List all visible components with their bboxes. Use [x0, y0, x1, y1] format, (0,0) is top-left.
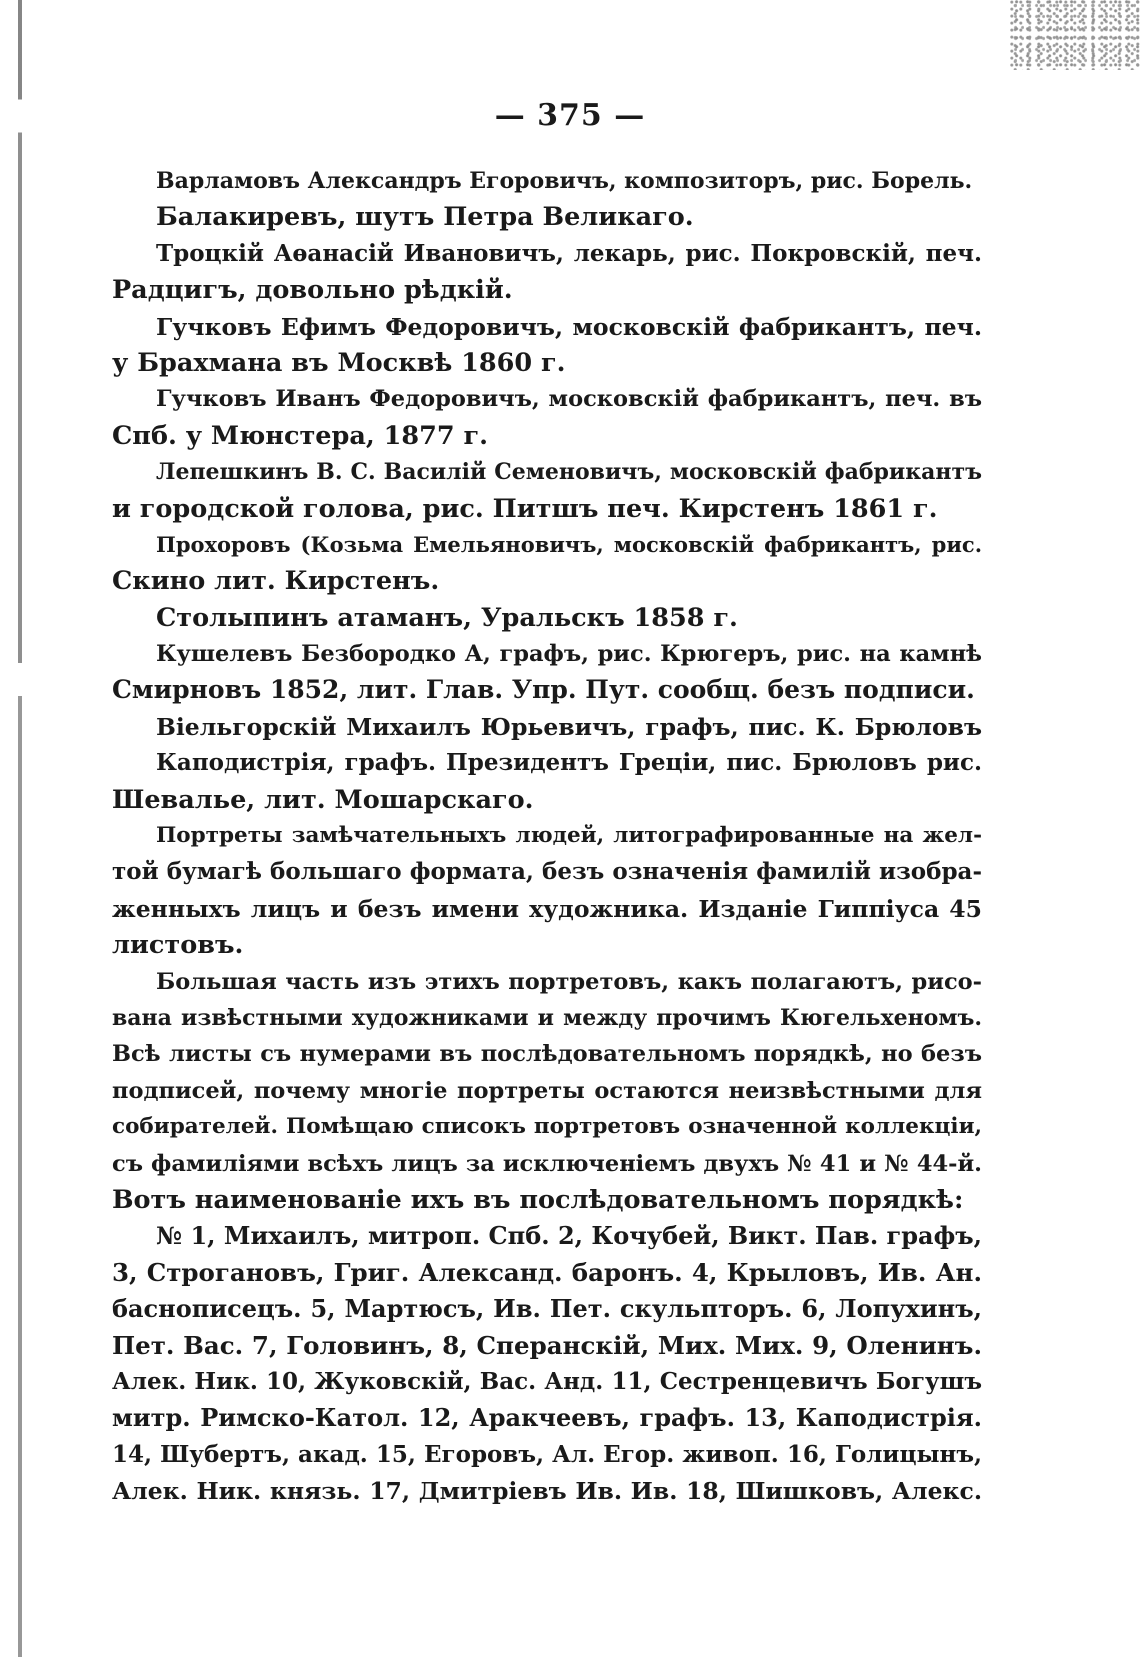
text-line: Большая часть изъ этихъ портретовъ, какъ полагаютъ, рисо- — [156, 968, 982, 995]
text-line: Віельгорскій Михаилъ Юрьевичъ, графъ, пис. К. Брюловъ — [156, 712, 982, 741]
text-line: Прохоровъ (Козьма Емельяновичъ, московскій фабрикантъ, рис. — [156, 531, 982, 557]
text-line: 14, Шубертъ, акад. 15, Егоровъ, Ал. Егор. живоп. 16, Голицынъ, — [112, 1440, 982, 1468]
text-line: Скино лит. Кирстенъ. — [112, 566, 440, 597]
text-line: Алек. Ник. 10, Жуковскій, Вас. Анд. 11, Сестренцевичъ Богушъ — [112, 1367, 982, 1395]
text-line: Столыпинъ атаманъ, Уральскъ 1858 г. — [156, 602, 738, 633]
body-text — [112, 163, 982, 1509]
page-number: — 375 — — [494, 98, 646, 133]
text-line: у Брахмана въ Москвѣ 1860 г. — [112, 347, 566, 378]
text-line: Варламовъ Александръ Егоровичъ, композиторъ, рис. Борель. — [156, 168, 973, 194]
text-line: листовъ. — [112, 930, 244, 961]
text-line: митр. Римско-Катол. 12, Аракчеевъ, графъ. 13, Каподистрія. — [112, 1403, 982, 1433]
text-line: Гучковъ Иванъ Федоровичъ, московскій фабрикантъ, печ. въ — [156, 386, 982, 413]
text-line: Радцигъ, довольно рѣдкій. — [112, 275, 513, 306]
text-line: женныхъ лицъ и безъ имени художника. Изданіе Гиппіуса 45 — [112, 894, 982, 923]
scan-binding-edge — [18, 0, 22, 1657]
text-line: Смирновъ 1852, лит. Глав. Упр. Пут. сообщ. безъ подписи. — [112, 675, 975, 705]
text-line: подписей, почему многіе портреты остаются неизвѣстными для — [112, 1077, 982, 1104]
text-line: и городской голова, рис. Питшъ печ. Кирстенъ 1861 г. — [112, 493, 938, 524]
text-line: Спб. у Мюнстера, 1877 г. — [112, 420, 488, 451]
text-line: собирателей. Помѣщаю списокъ портретовъ означенной коллекціи, — [112, 1114, 982, 1140]
text-line: вана извѣстными художниками и между прочимъ Кюгельхеномъ. — [112, 1004, 982, 1031]
text-line: Портреты замѣчательныхъ людей, литографированные на жел- — [156, 823, 982, 849]
text-line: Шевалье, лит. Мошарскаго. — [112, 784, 534, 815]
text-line: Кушелевъ Безбородко А, графъ, рис. Крюгеръ, рис. на камнѣ — [156, 641, 982, 668]
text-line: № 1, Михаилъ, митроп. Спб. 2, Кочубей, Викт. Пав. графъ, — [156, 1221, 982, 1251]
text-line: Алек. Ник. князь. 17, Дмитріевъ Ив. Ив. 18, Шишковъ, Алекс. — [112, 1477, 982, 1506]
text-line: Каподистрія, графъ. Президентъ Греціи, пис. Брюловъ рис. — [156, 749, 982, 777]
text-line: Всѣ листы съ нумерами въ послѣдовательномъ порядкѣ, но безъ — [112, 1041, 982, 1068]
text-line: Троцкій Аѳанасій Ивановичъ, лекарь, рис. Покровскій, печ. — [156, 239, 982, 267]
text-line: Вотъ наименованіе ихъ въ послѣдовательномъ порядкѣ: — [112, 1184, 964, 1215]
text-line: Гучковъ Ефимъ Федоровичъ, московскій фабрикантъ, печ. — [156, 312, 982, 341]
scan-corner-noise — [1010, 0, 1140, 70]
text-line: 3, Строгановъ, Григ. Александ. баронъ. 4, Крыловъ, Ив. Ан. — [112, 1257, 982, 1287]
text-line: той бумагѣ большаго формата, безъ означенія фамилій изобра- — [112, 858, 982, 886]
text-line: баснописецъ. 5, Мартюсъ, Ив. Пет. скульпторъ. 6, Лопухинъ, — [112, 1294, 982, 1324]
text-line: Лепешкинъ В. С. Василій Семеновичъ, московскій фабрикантъ — [156, 459, 982, 486]
text-line: съ фамиліями всѣхъ лицъ за исключеніемъ двухъ № 41 и № 44-й. — [112, 1150, 982, 1177]
text-line: Балакиревъ, шутъ Петра Великаго. — [156, 202, 694, 233]
text-line: Пет. Вас. 7, Головинъ, 8, Сперанскій, Мих. Мих. 9, Оленинъ. — [112, 1330, 982, 1360]
